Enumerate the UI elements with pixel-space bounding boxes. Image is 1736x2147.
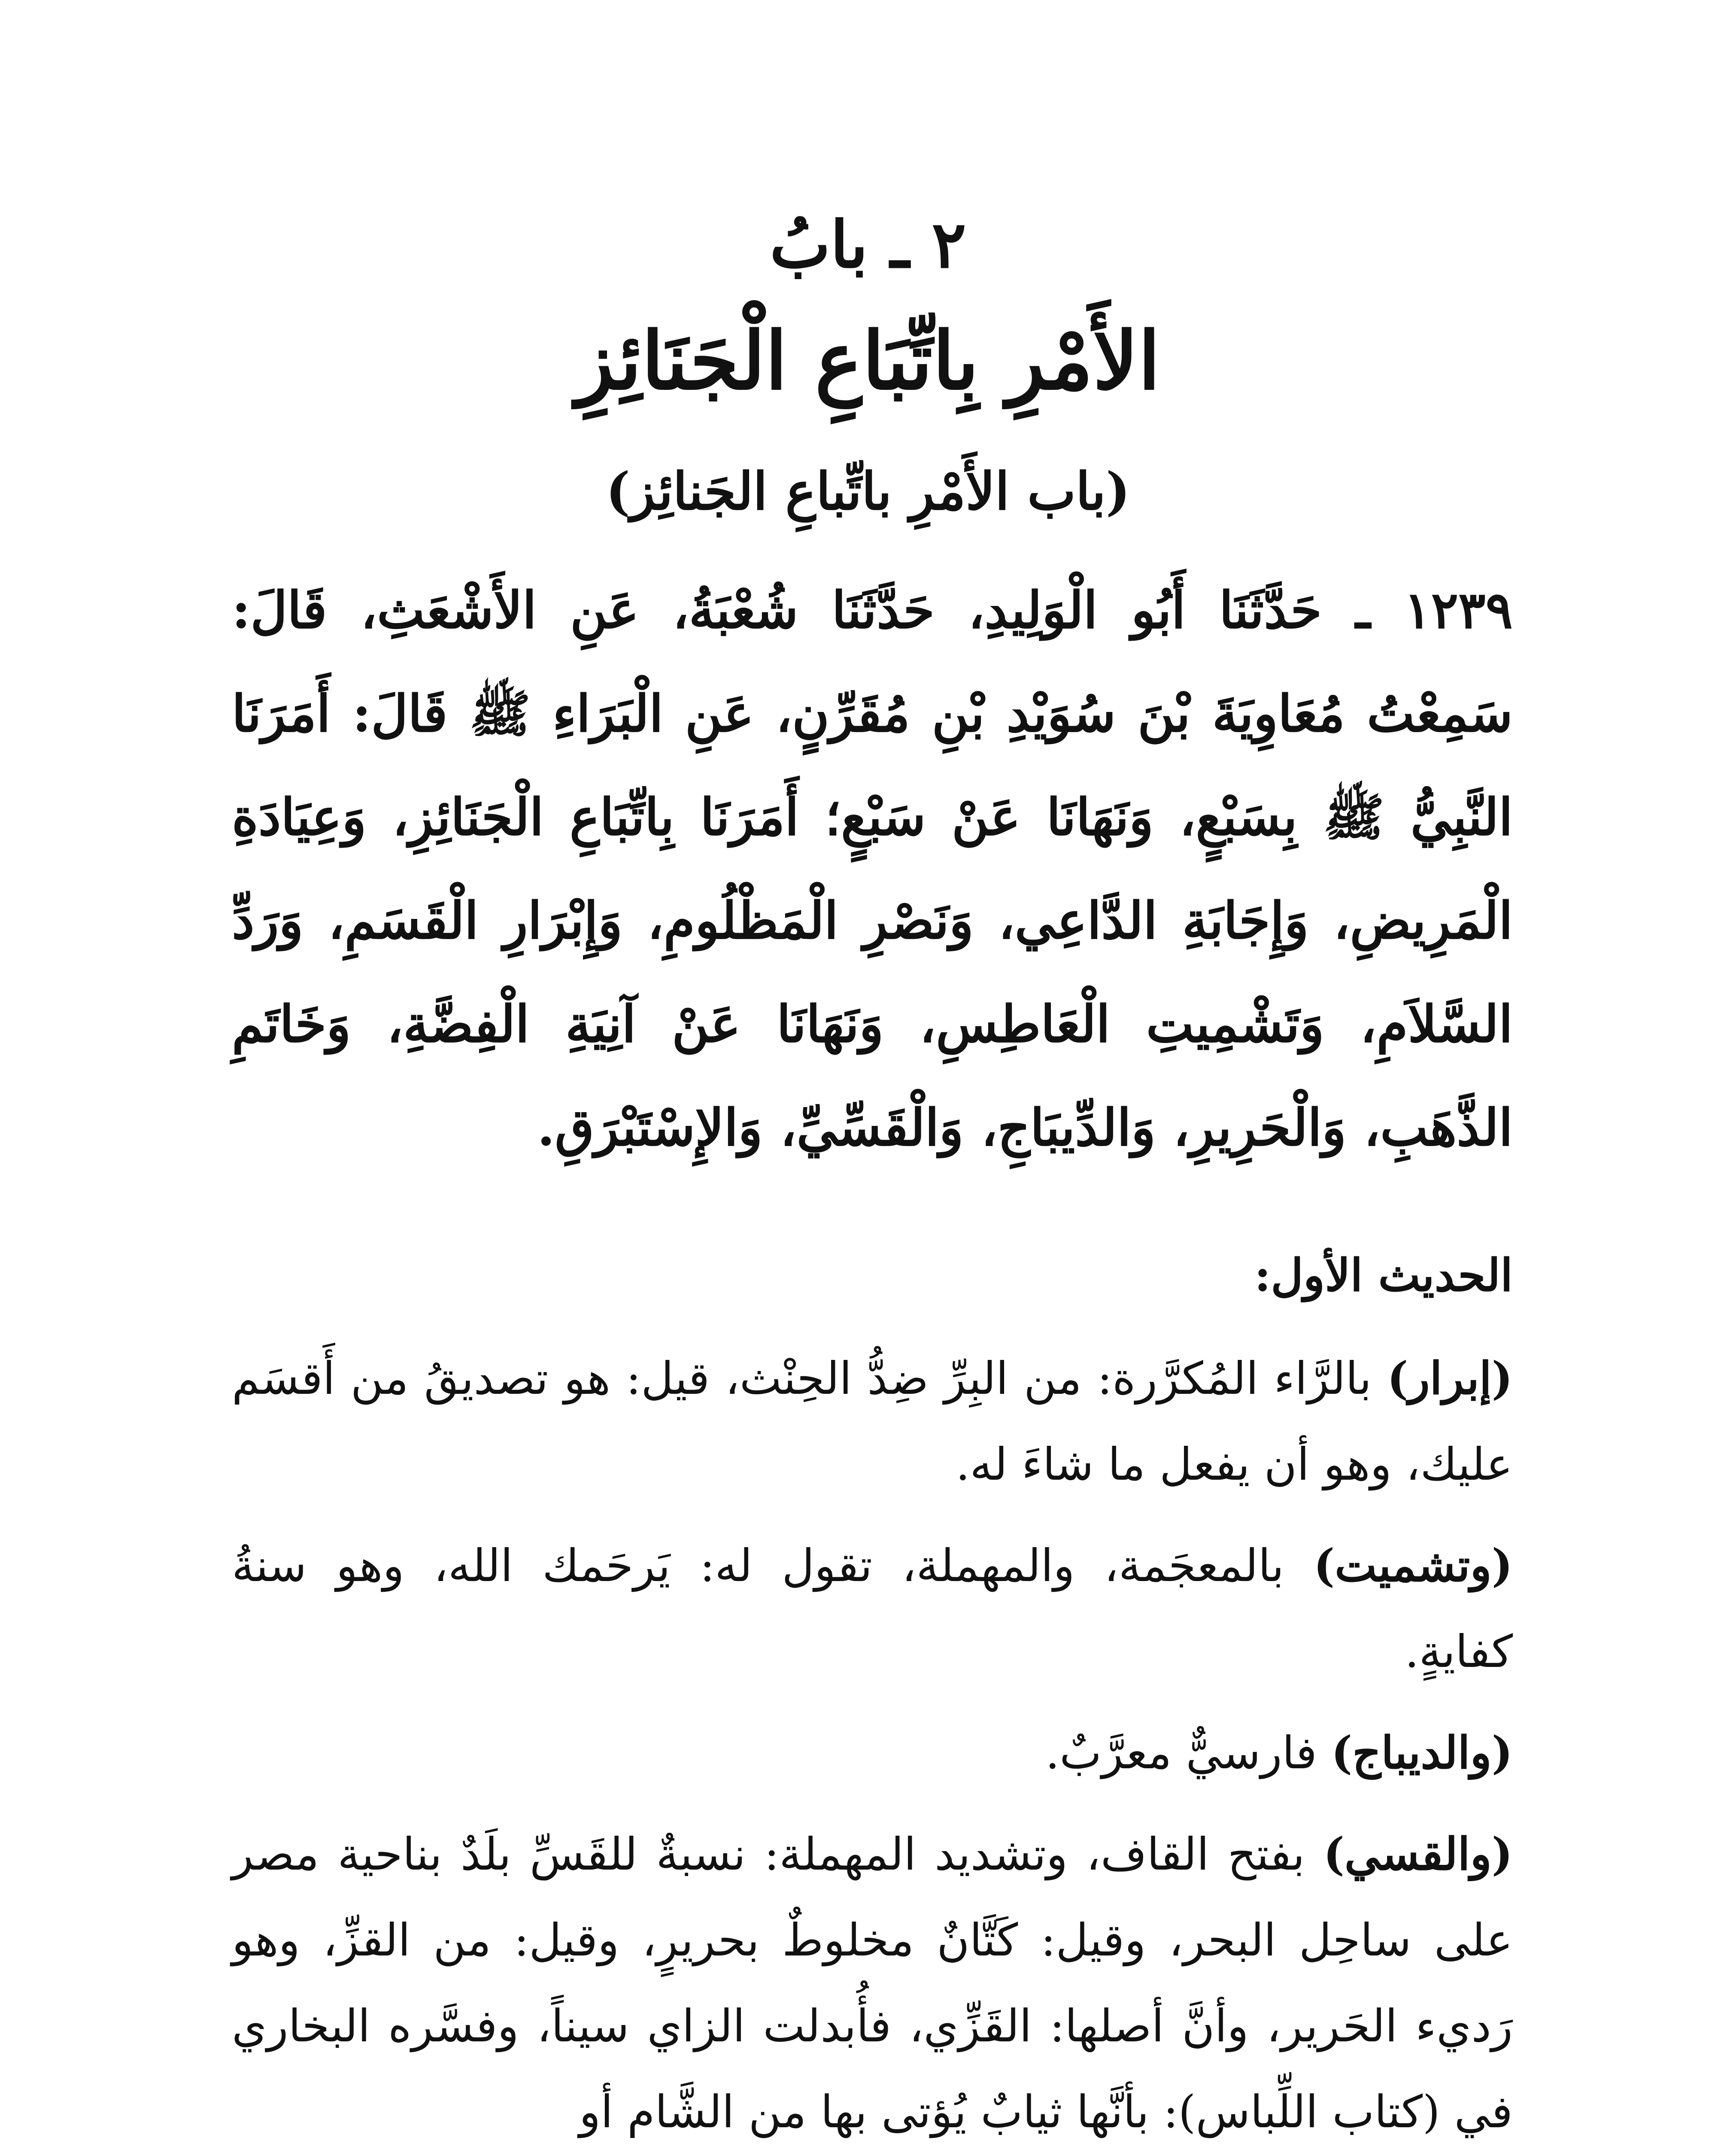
entry-term: (وتشميت) [1314,1539,1513,1592]
entry-text: بالرَّاء المُكرَّرة: من البِرِّ ضِدُّ الحِنْث، قيل: هو تصديقُ من أَقسَم عليك، وهو أن يفعل ما شاءَ له. [232,1352,1513,1490]
commentary [232,1232,1513,2147]
chapter-title: الأَمْرِ بِاتِّبَاعِ الْجَنَائِزِ [576,314,1160,408]
hadith-text: ١٢٣٩ ـ حَدَّثَنَا أَبُو الْوَلِيدِ، حَدَّثَنَا شُعْبَةُ، عَنِ الأَشْعَثِ، قَالَ: سَمِعْتُ مُعَاوِيَةَ بْنَ سُوَيْدِ بْنِ مُقَرِّنٍ، عَنِ الْبَرَاءِ ﷺ قَالَ: أَمَرَنَا النَّبِيُّ ﷺ بِسَبْعٍ، وَنَهَانَا عَنْ سَبْعٍ؛ أَمَرَنَا بِاتِّبَاعِ الْجَنَائِزِ، وَعِيَادَةِ الْمَرِيضِ، وَإِجَابَةِ الدَّاعِي، وَنَصْرِ الْمَظْلُومِ، وَإِبْرَارِ الْقَسَمِ، وَرَدِّ السَّلاَمِ، وَتَشْمِيتِ الْعَاطِسِ، وَنَهَانَا عَنْ آنِيَةِ الْفِضَّةِ، وَخَاتَمِ الذَّهَبِ، وَالْحَرِيرِ، وَالدِّيبَاجِ، وَالْقَسِّيِّ، وَالإِسْتَبْرَقِ. [232,580,1513,1157]
entry-text: بفتح القاف، وتشديد المهملة: نسبةٌ للقَسِّ بلَدٌ بناحية مصر على ساحِل البحر، وقيل: كَتَّانٌ مخلوطٌ بحريرٍ، وقيل: من القزِّ، وهو رَديء الحَرير، وأنَّ أصلها: القَزِّي، فأُبدلت الزاي سيناً، وفسَّره البخاري في (كتاب اللِّباس): بأنَّها ثيابٌ يُؤتى بها من الشَّام أو [232,1828,1513,2138]
commentary-entry [232,1710,1513,1796]
chapter-subtitle: (باب الأَمْرِ باتِّباعِ الجَنائِز) [606,461,1130,522]
chapter-number: ٢ ـ بابُ [770,207,966,283]
commentary-heading: الحديث الأول: [1254,1249,1513,1302]
commentary-entry [232,1335,1513,1507]
entry-text: فارسيٌّ معرَّبٌ. [1045,1727,1332,1779]
entry-term: (والقسي) [1323,1828,1513,1880]
entry-term: (والديباج) [1331,1726,1513,1779]
commentary-entry [232,1811,1513,2147]
entry-text: بالمعجَمة، والمهملة، تقول له: يَرحَمك الله، وهو سنةُ كفايةٍ. [232,1539,1513,1678]
entry-term: (إبرار) [1387,1352,1513,1405]
commentary-entry [232,1523,1513,1694]
